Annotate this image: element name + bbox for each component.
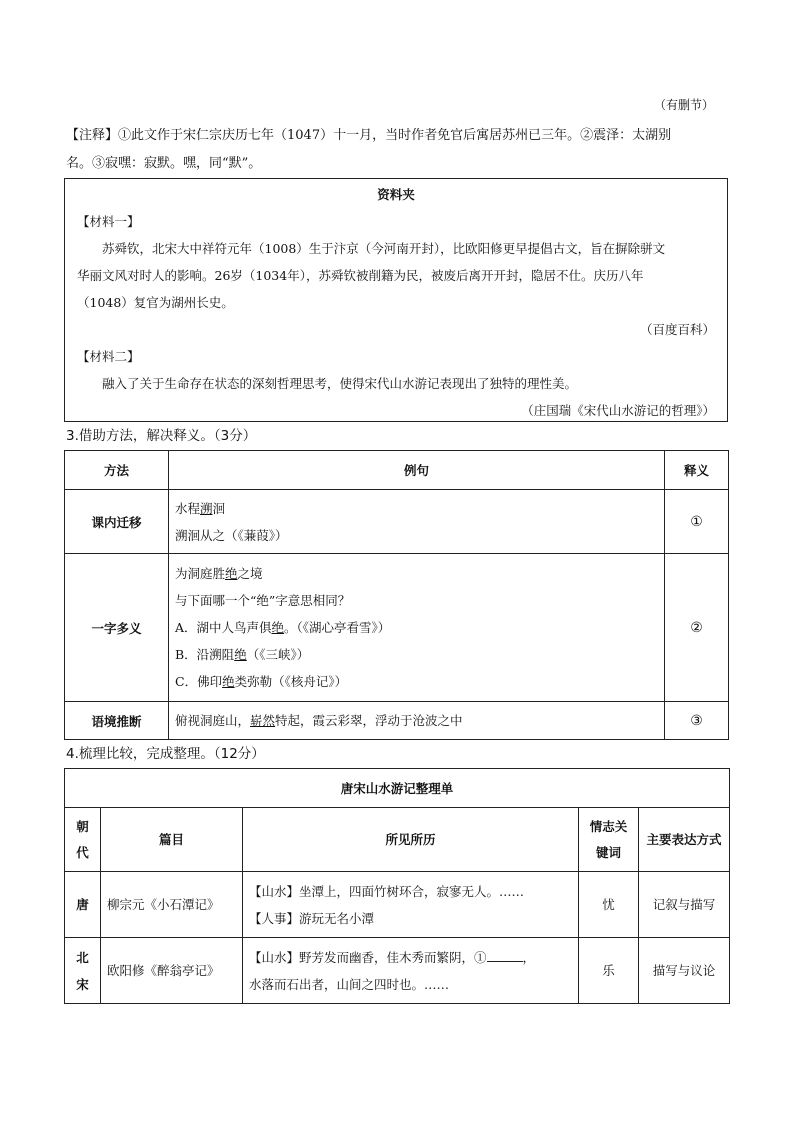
- answer-blank-2[interactable]: ②: [665, 554, 729, 702]
- method-cell: 课内迁移: [65, 490, 169, 554]
- option-c: C．佛印绝类弥勒（《核舟记》）: [175, 674, 348, 689]
- emotion-cell: 乐: [579, 938, 639, 1004]
- table-row: [65, 490, 729, 554]
- material-1-source: （百度百科）: [639, 322, 715, 337]
- answer-blank-3[interactable]: ③: [665, 702, 729, 740]
- method-cell: 一字多义: [65, 554, 169, 702]
- material-2-text: 融入了关于生命存在状态的深刻哲理思考，使得宋代山水游记表现出了独特的理性美。: [102, 376, 578, 391]
- material-1-label: 【材料一】: [77, 214, 140, 229]
- example-cell: 为洞庭胜绝之境 与下面哪一个“绝”字意思相同？ A．湖中人鸟声俱绝。（《湖心亭看雪》） B．沿溯阻绝（《三峡》） C．佛印绝类弥勒（《核舟记》）: [169, 554, 665, 702]
- table-title: 唐宋山水游记整理单: [65, 769, 730, 808]
- example-cell: 俯视洞庭山，崭然特起，霞云彩翠，浮动于沧波之中: [169, 702, 665, 740]
- seen-cell: 【山水】坐潭上，四面竹树环合，寂寥无人。…… 【人事】游玩无名小潭: [243, 872, 579, 938]
- table-row: [65, 702, 729, 740]
- fill-blank-1[interactable]: [487, 947, 523, 962]
- materials-title: 资料夹: [377, 187, 415, 202]
- table-row: [65, 872, 730, 938]
- table-row: [65, 938, 730, 1004]
- seen-cell: 【山水】野芳发而幽香，佳木秀而繁阴，① ， 水落而石出者，山间之四时也。……: [243, 938, 579, 1004]
- method-cell: 语境推断: [65, 702, 169, 740]
- emotion-cell: 忧: [579, 872, 639, 938]
- material-2-label: 【材料二】: [77, 349, 140, 364]
- header-meaning: 释义: [665, 451, 729, 490]
- question-4-table: [64, 768, 730, 1004]
- header-dynasty: 朝代: [65, 808, 101, 872]
- annotation: [66, 122, 730, 178]
- material-2-source: （庄国瑞《宋代山水游记的哲理》）: [521, 403, 715, 418]
- table-row: [65, 554, 729, 702]
- table-header-row: [65, 808, 730, 872]
- header-seen: 所见所历: [243, 808, 579, 872]
- expression-cell: 描写与议论: [639, 938, 730, 1004]
- header-method: 方法: [65, 451, 169, 490]
- header-piece: 篇目: [101, 808, 243, 872]
- material-1-line-1: 苏舜钦，北宋大中祥符元年（1008）生于汴京（今河南开封），比欧阳修更早提倡古文，旨在摒除骈文: [102, 241, 666, 256]
- annotation-line-2: 名。③寂嘿：寂默。嘿，同“默”。: [66, 156, 262, 171]
- table-header-row: [65, 451, 729, 490]
- option-a: A．湖中人鸟声俱绝。（《湖心亭看雪》）: [175, 620, 391, 635]
- option-b: B．沿溯阻绝（《三峡》）: [175, 647, 310, 662]
- source-note: （有删节）: [653, 98, 714, 112]
- material-1-line-2: 华丽文风对时人的影响。26岁（1034年），苏舜钦被削籍为民，被废后离开开封，隐居不仕。庆历八年: [77, 268, 644, 283]
- dynasty-cell: 唐: [65, 872, 101, 938]
- dynasty-cell: 北宋: [65, 938, 101, 1004]
- expression-cell: 记叙与描写: [639, 872, 730, 938]
- answer-blank-1[interactable]: ①: [665, 490, 729, 554]
- material-1-line-3: （1048）复官为湖州长史。: [77, 295, 234, 310]
- question-3-table: [64, 450, 729, 740]
- piece-cell: 柳宗元《小石潭记》: [101, 872, 243, 938]
- question-4-title: 4.梳理比较，完成整理。（12分）: [66, 746, 265, 762]
- header-emotion: 情志关键词: [579, 808, 639, 872]
- header-example: 例句: [169, 451, 665, 490]
- example-cell: 水程溯洄 溯洄从之（《蒹葭》）: [169, 490, 665, 554]
- question-3-title: 3.借助方法，解决释义。（3分）: [66, 428, 257, 444]
- header-expression: 主要表达方式: [639, 808, 730, 872]
- annotation-line-1: 【注释】①此文作于宋仁宗庆历七年（1047）十一月，当时作者免官后寓居苏州已三年。②震泽：太湖别: [66, 128, 672, 143]
- piece-cell: 欧阳修《醉翁亭记》: [101, 938, 243, 1004]
- materials-box: [64, 178, 728, 422]
